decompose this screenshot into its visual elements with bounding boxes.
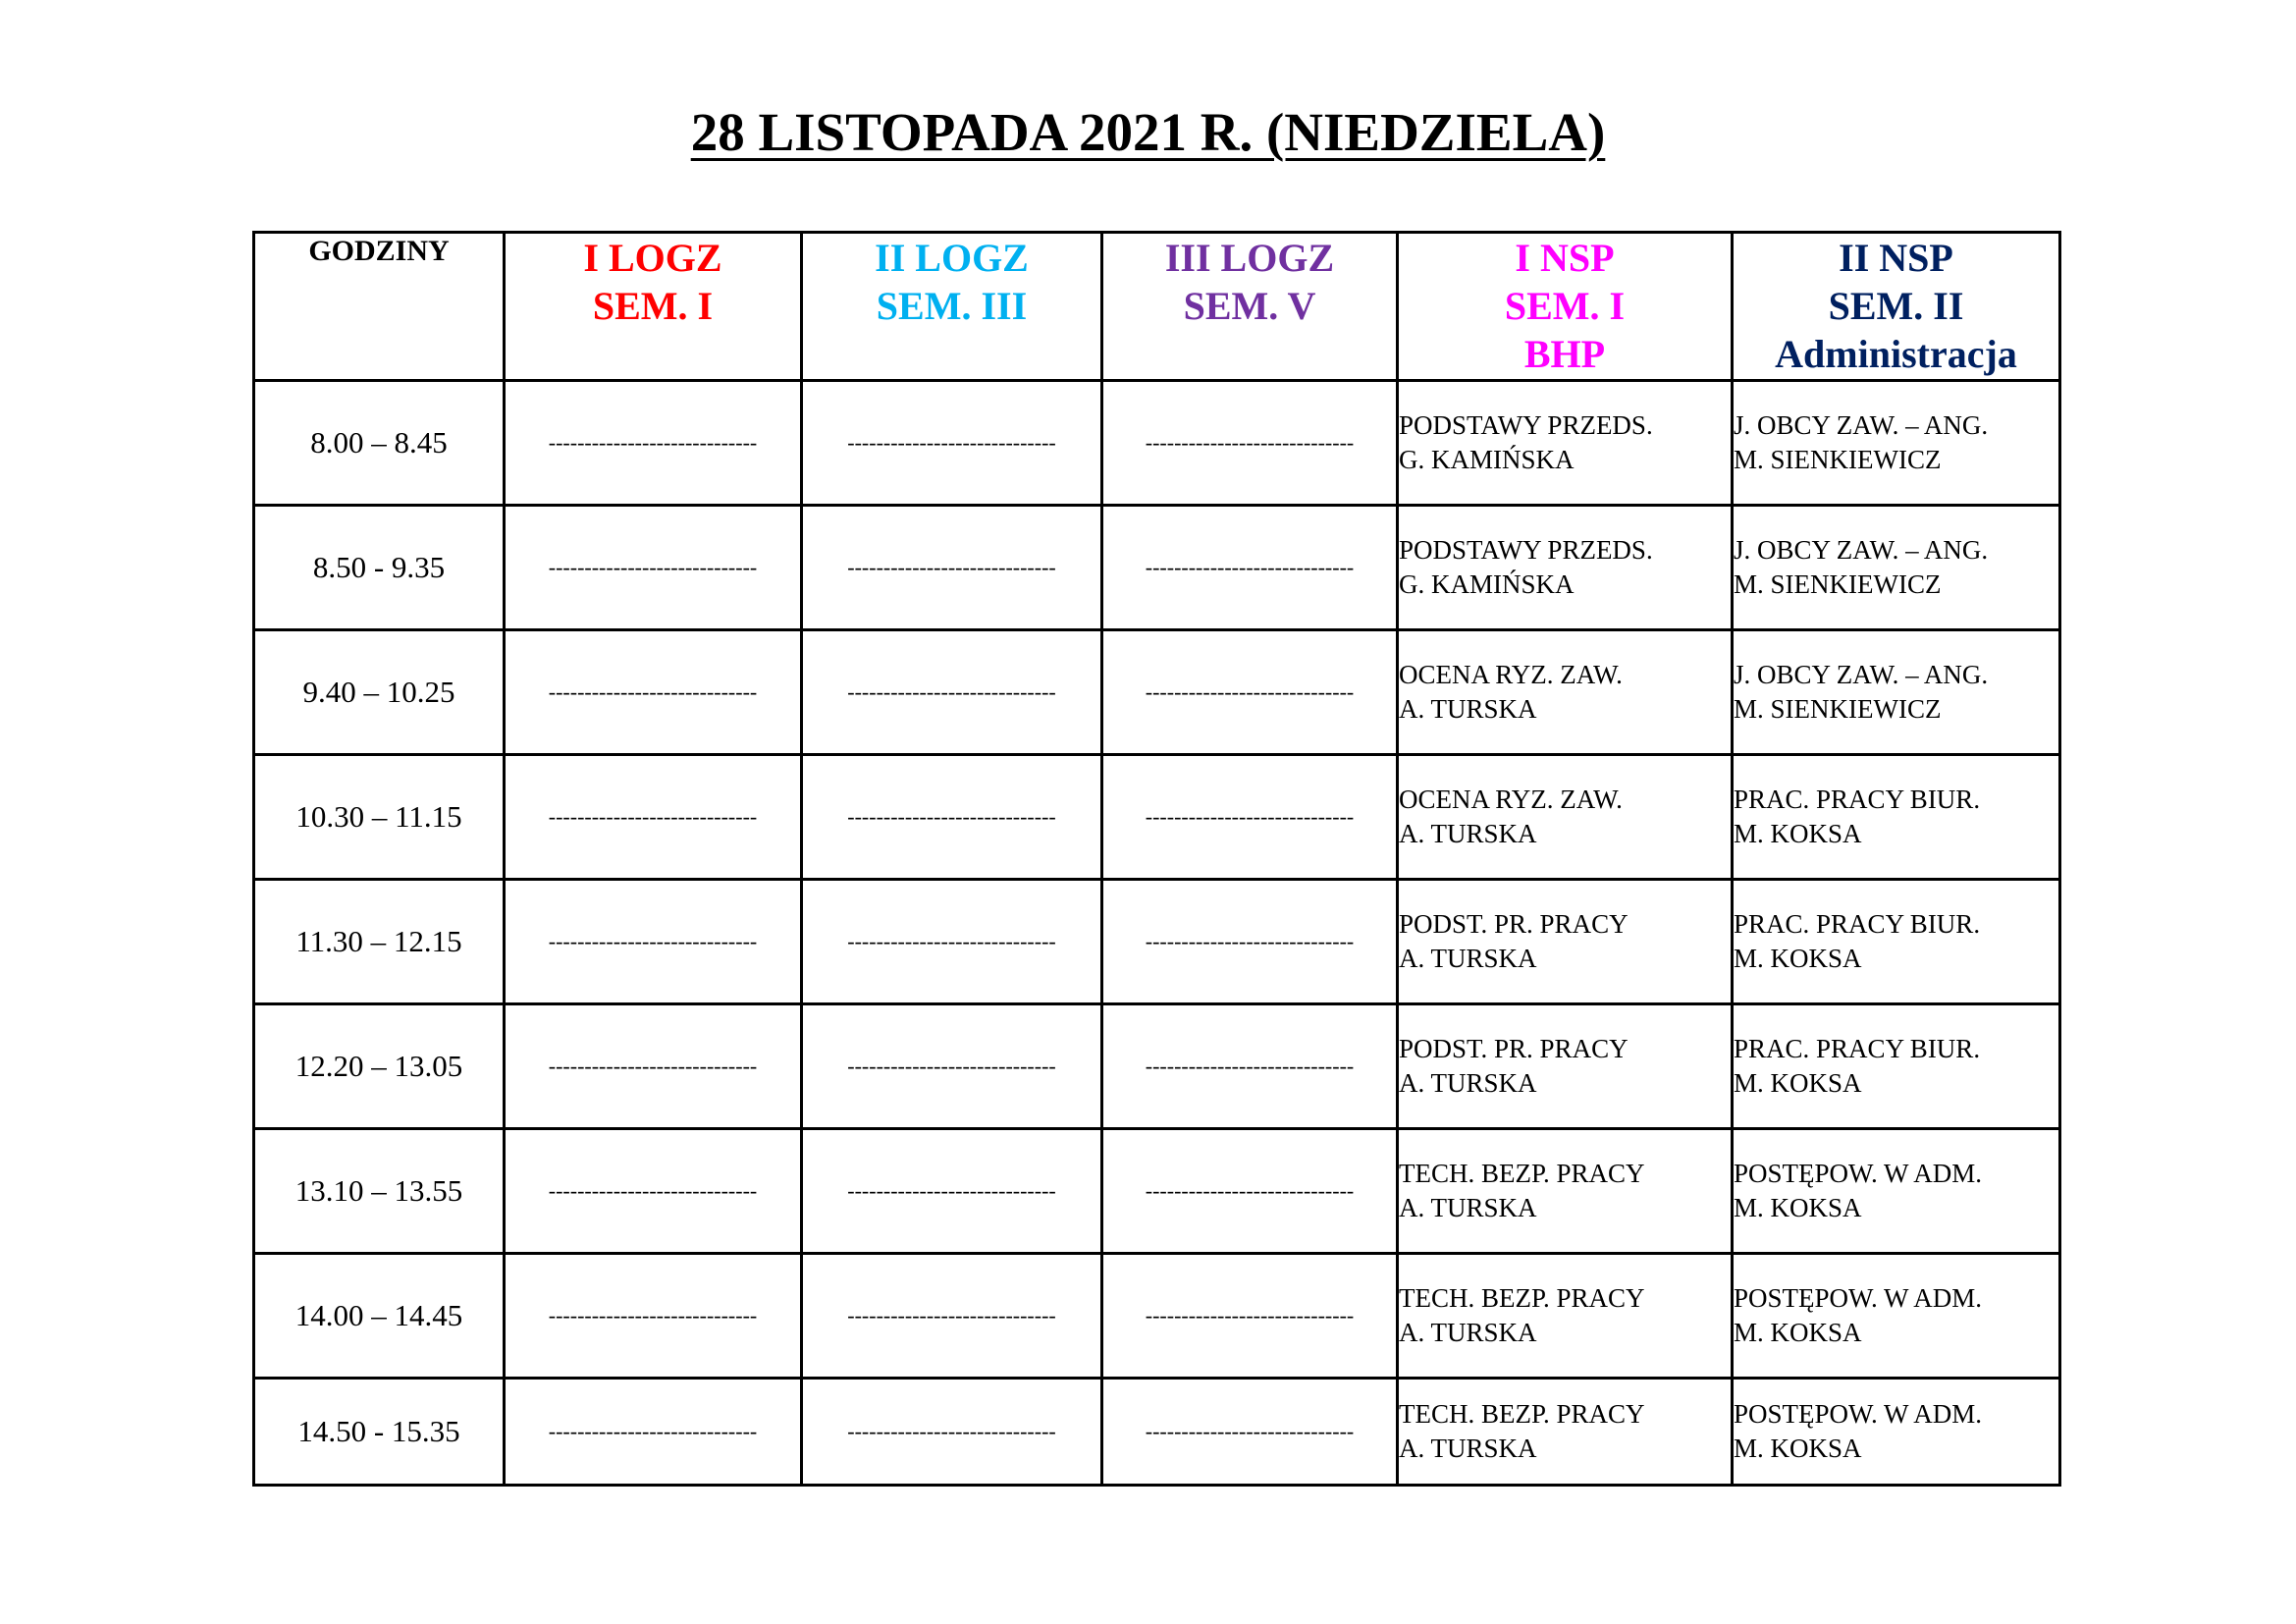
group-header-i-logz — [505, 233, 802, 381]
empty-cell-iii-logz: ----------------------------- — [1102, 1254, 1398, 1379]
teacher-name: A. TURSKA — [1399, 694, 1537, 724]
empty-cell-iii-logz: ----------------------------- — [1102, 1129, 1398, 1254]
time-cell: 11.30 – 12.15 — [254, 880, 505, 1004]
teacher-name: M. KOKSA — [1734, 1434, 1862, 1463]
subject-name: PRAC. PRACY BIUR. — [1734, 909, 1981, 939]
time-cell: 14.00 – 14.45 — [254, 1254, 505, 1379]
lesson-cell-ii-nsp — [1733, 506, 2060, 630]
table-row — [254, 1254, 2060, 1379]
empty-cell-iii-logz: ----------------------------- — [1102, 1004, 1398, 1129]
group-header-line: SEM. I — [592, 284, 714, 328]
group-header-i-nsp — [1398, 233, 1733, 381]
empty-cell-ii-logz: ----------------------------- — [802, 506, 1102, 630]
lesson-cell-i-nsp — [1398, 880, 1733, 1004]
time-cell: 8.50 - 9.35 — [254, 506, 505, 630]
lesson-cell-ii-nsp — [1733, 1379, 2060, 1486]
empty-cell-iii-logz: ----------------------------- — [1102, 630, 1398, 755]
subject-name: J. OBCY ZAW. – ANG. — [1734, 660, 1989, 689]
empty-cell-ii-logz: ----------------------------- — [802, 1254, 1102, 1379]
subject-name: PODSTAWY PRZEDS. — [1399, 410, 1653, 440]
empty-cell-iii-logz: ----------------------------- — [1102, 381, 1398, 506]
empty-cell-i-logz: ----------------------------- — [505, 1004, 802, 1129]
table-row — [254, 880, 2060, 1004]
empty-cell-ii-logz: ----------------------------- — [802, 755, 1102, 880]
empty-cell-iii-logz: ----------------------------- — [1102, 880, 1398, 1004]
lesson-cell-ii-nsp — [1733, 630, 2060, 755]
group-header-ii-nsp — [1733, 233, 2060, 381]
empty-cell-i-logz: ----------------------------- — [505, 755, 802, 880]
page-title — [0, 98, 2296, 167]
time-cell: 13.10 – 13.55 — [254, 1129, 505, 1254]
empty-cell-ii-logz: ----------------------------- — [802, 880, 1102, 1004]
table-row — [254, 1004, 2060, 1129]
empty-cell-ii-logz: ----------------------------- — [802, 381, 1102, 506]
subject-name: OCENA RYZ. ZAW. — [1399, 660, 1623, 689]
teacher-name: G. KAMIŃSKA — [1399, 445, 1575, 474]
subject-name: TECH. BEZP. PRACY — [1399, 1159, 1645, 1188]
empty-cell-ii-logz: ----------------------------- — [802, 630, 1102, 755]
group-header-line: Administracja — [1775, 332, 2017, 376]
empty-cell-i-logz: ----------------------------- — [505, 1129, 802, 1254]
group-header-line: BHP — [1523, 332, 1606, 376]
lesson-cell-i-nsp — [1398, 1004, 1733, 1129]
time-cell: 9.40 – 10.25 — [254, 630, 505, 755]
lesson-cell-i-nsp — [1398, 755, 1733, 880]
subject-name: POSTĘPOW. W ADM. — [1734, 1283, 1983, 1313]
empty-cell-iii-logz: ----------------------------- — [1102, 506, 1398, 630]
teacher-name: A. TURSKA — [1399, 819, 1537, 848]
subject-name: TECH. BEZP. PRACY — [1399, 1283, 1645, 1313]
time-cell: 14.50 - 15.35 — [254, 1379, 505, 1486]
table-row — [254, 755, 2060, 880]
empty-cell-i-logz: ----------------------------- — [505, 880, 802, 1004]
teacher-name: M. SIENKIEWICZ — [1734, 569, 1942, 599]
empty-cell-i-logz: ----------------------------- — [505, 381, 802, 506]
table-row — [254, 506, 2060, 630]
group-header-line: SEM. V — [1183, 284, 1316, 328]
subject-name: J. OBCY ZAW. – ANG. — [1734, 535, 1989, 565]
schedule-body — [254, 381, 2060, 1486]
teacher-name: A. TURSKA — [1399, 1318, 1537, 1347]
table-row — [254, 381, 2060, 506]
subject-name: J. OBCY ZAW. – ANG. — [1734, 410, 1989, 440]
empty-cell-iii-logz: ----------------------------- — [1102, 1379, 1398, 1486]
lesson-cell-ii-nsp — [1733, 755, 2060, 880]
teacher-name: M. KOKSA — [1734, 819, 1862, 848]
empty-cell-i-logz: ----------------------------- — [505, 506, 802, 630]
lesson-cell-i-nsp — [1398, 1129, 1733, 1254]
teacher-name: M. KOKSA — [1734, 1193, 1862, 1222]
group-header-line: I NSP — [1515, 236, 1615, 280]
lesson-cell-i-nsp — [1398, 1379, 1733, 1486]
subject-name: PODSTAWY PRZEDS. — [1399, 535, 1653, 565]
empty-cell-ii-logz: ----------------------------- — [802, 1379, 1102, 1486]
lesson-cell-ii-nsp — [1733, 1254, 2060, 1379]
lesson-cell-ii-nsp — [1733, 880, 2060, 1004]
subject-name: POSTĘPOW. W ADM. — [1734, 1159, 1983, 1188]
lesson-cell-i-nsp — [1398, 381, 1733, 506]
lesson-cell-i-nsp — [1398, 1254, 1733, 1379]
subject-name: PRAC. PRACY BIUR. — [1734, 785, 1981, 814]
schedule-table — [252, 231, 2061, 1487]
subject-name: PODST. PR. PRACY — [1399, 1034, 1629, 1063]
table-row — [254, 1129, 2060, 1254]
lesson-cell-i-nsp — [1398, 506, 1733, 630]
teacher-name: M. SIENKIEWICZ — [1734, 694, 1942, 724]
group-header-line: SEM. III — [876, 284, 1028, 328]
subject-name: PODST. PR. PRACY — [1399, 909, 1629, 939]
group-header-line: III LOGZ — [1164, 236, 1335, 280]
group-header-line: II NSP — [1839, 236, 1953, 280]
lesson-cell-i-nsp — [1398, 630, 1733, 755]
subject-name: PRAC. PRACY BIUR. — [1734, 1034, 1981, 1063]
table-row — [254, 1379, 2060, 1486]
lesson-cell-ii-nsp — [1733, 1004, 2060, 1129]
teacher-name: A. TURSKA — [1399, 1193, 1537, 1222]
time-cell: 8.00 – 8.45 — [254, 381, 505, 506]
teacher-name: A. TURSKA — [1399, 1434, 1537, 1463]
empty-cell-iii-logz: ----------------------------- — [1102, 755, 1398, 880]
header-row — [254, 233, 2060, 381]
time-cell: 10.30 – 11.15 — [254, 755, 505, 880]
page-title-text: 28 LISTOPADA 2021 R. (NIEDZIELA) — [690, 102, 1606, 162]
empty-cell-i-logz: ----------------------------- — [505, 630, 802, 755]
teacher-name: A. TURSKA — [1399, 1068, 1537, 1098]
time-cell: 12.20 – 13.05 — [254, 1004, 505, 1129]
subject-name: OCENA RYZ. ZAW. — [1399, 785, 1623, 814]
teacher-name: M. KOKSA — [1734, 1318, 1862, 1347]
group-header-line: I LOGZ — [583, 236, 722, 280]
hours-column-header: GODZINY — [254, 233, 505, 381]
group-header-ii-logz — [802, 233, 1102, 381]
group-header-line: II LOGZ — [875, 236, 1029, 280]
teacher-name: A. TURSKA — [1399, 944, 1537, 973]
teacher-name: M. KOKSA — [1734, 1068, 1862, 1098]
empty-cell-ii-logz: ----------------------------- — [802, 1004, 1102, 1129]
subject-name: POSTĘPOW. W ADM. — [1734, 1399, 1983, 1429]
lesson-cell-ii-nsp — [1733, 1129, 2060, 1254]
empty-cell-ii-logz: ----------------------------- — [802, 1129, 1102, 1254]
subject-name: TECH. BEZP. PRACY — [1399, 1399, 1645, 1429]
empty-cell-i-logz: ----------------------------- — [505, 1254, 802, 1379]
group-header-line: SEM. II — [1828, 284, 1964, 328]
teacher-name: G. KAMIŃSKA — [1399, 569, 1575, 599]
group-header-line: SEM. I — [1504, 284, 1626, 328]
teacher-name: M. SIENKIEWICZ — [1734, 445, 1942, 474]
empty-cell-i-logz: ----------------------------- — [505, 1379, 802, 1486]
table-row — [254, 630, 2060, 755]
teacher-name: M. KOKSA — [1734, 944, 1862, 973]
group-header-iii-logz — [1102, 233, 1398, 381]
lesson-cell-ii-nsp — [1733, 381, 2060, 506]
